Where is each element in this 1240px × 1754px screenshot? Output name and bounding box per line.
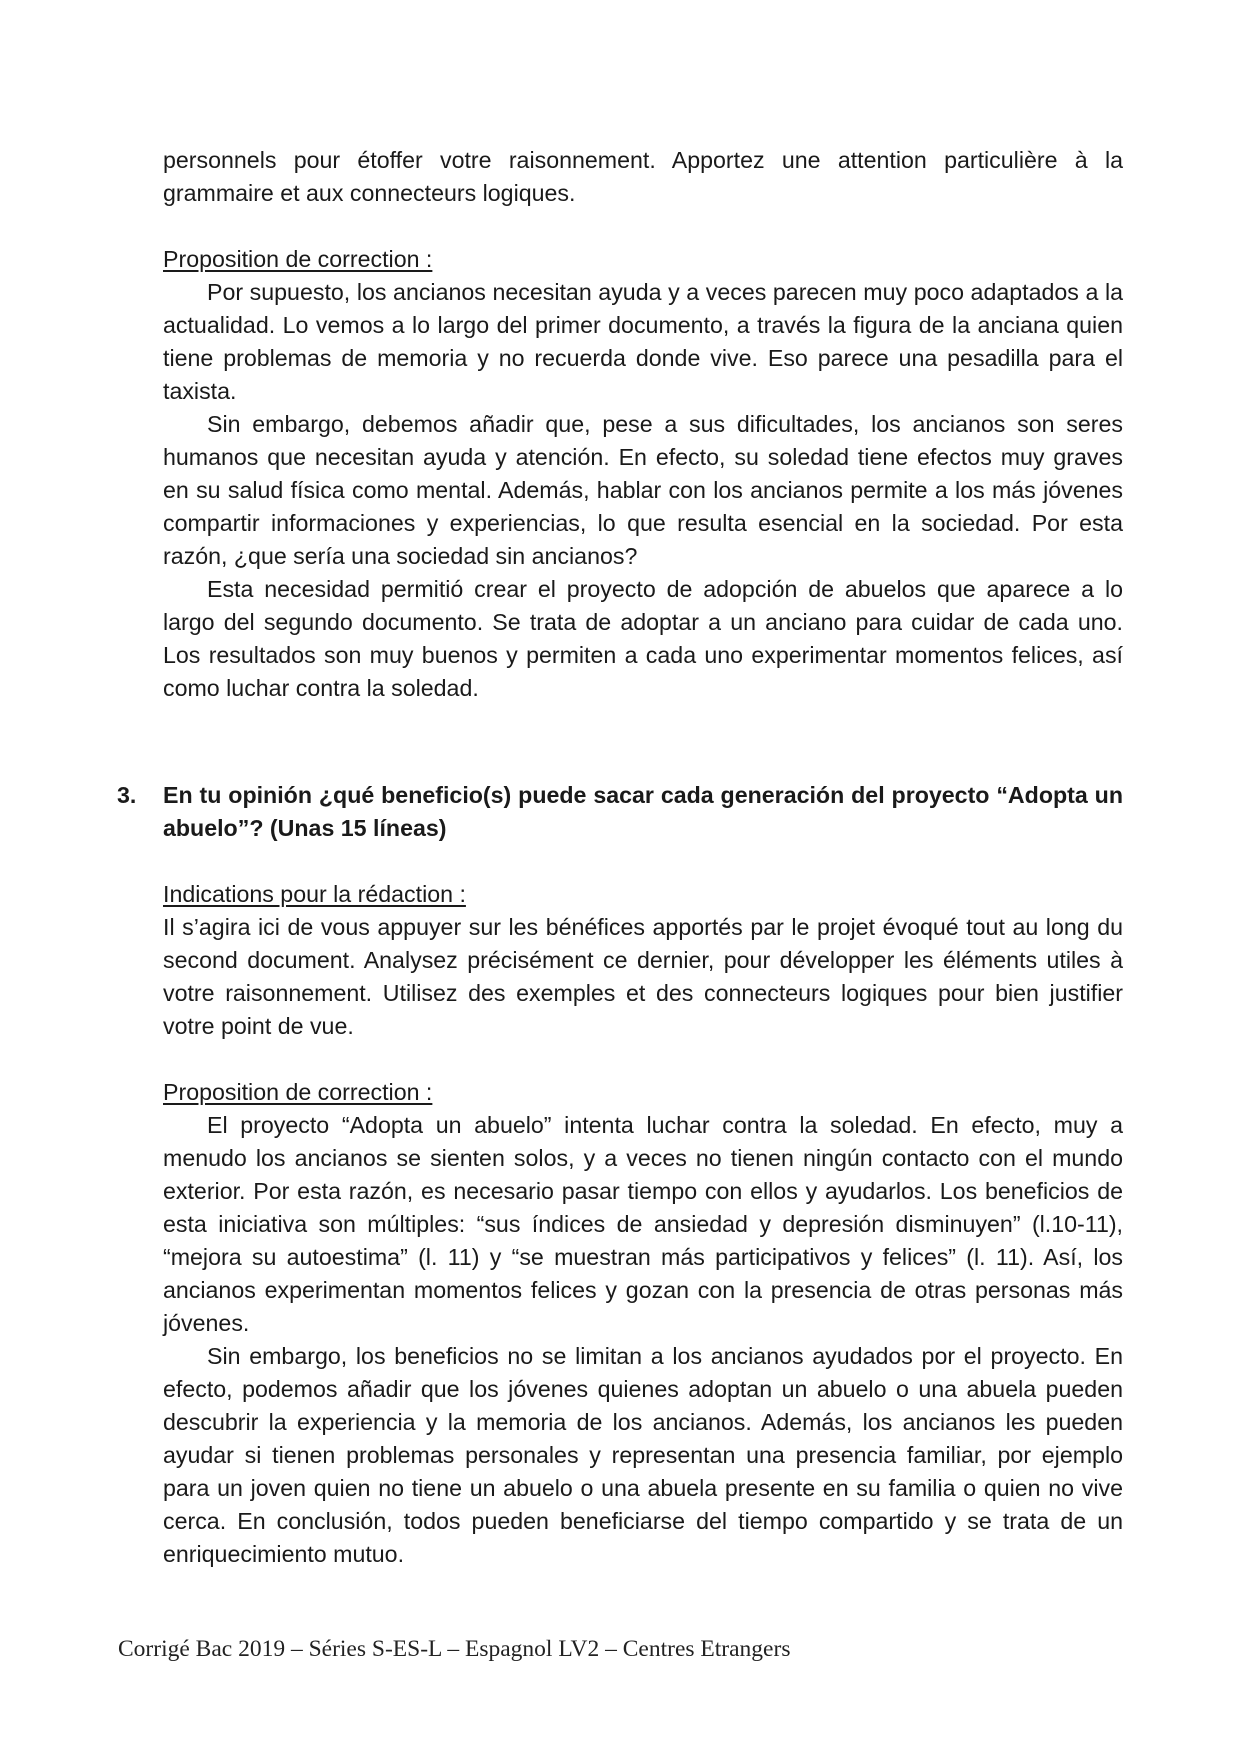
question-number: 3. xyxy=(117,782,137,808)
page-footer: Corrigé Bac 2019 – Séries S-ES-L – Espagnol LV2 – Centres Etrangers xyxy=(118,1636,791,1662)
section2-paragraph-1: El proyecto “Adopta un abuelo” intenta luchar contra la soledad. En efecto, muy a menudo los ancianos se sienten solos, y a veces no tienen ningún contacto con el mundo exterior. Por esta razón, es necesario pasar tiempo con ellos y ayudarlos. Los beneficios de esta iniciativa son múltiples: “sus índices de ansiedad y depresión disminuyen” (l.10-11), “mejora su autoestima” (l. 11) y “se muestran más participativos y felices” (l. 11). Así, los ancianos experimentan momentos felices y gozan con la presencia de otras personas más jóvenes. xyxy=(163,1112,1123,1336)
spacer xyxy=(163,845,1123,878)
question-text: En tu opinión ¿qué beneficio(s) puede sacar cada generación del proyecto “Adopta un abuelo”? (Unas 15 líneas) xyxy=(163,782,1123,841)
spacer xyxy=(163,705,1123,779)
question-3 xyxy=(117,779,1123,845)
section1-paragraph-1: Por supuesto, los ancianos necesitan ayuda y a veces parecen muy poco adaptados a la actualidad. Lo vemos a lo largo del primer documento, a través la figura de la anciana quien tiene problemas de memoria y no recuerda donde vive. Eso parece una pesadilla para el taxista. xyxy=(163,279,1123,404)
section1-heading: Proposition de correction : xyxy=(163,246,433,272)
intro-paragraph: personnels pour étoffer votre raisonnement. Apportez une attention particulière à la grammaire et aux connecteurs logiques. xyxy=(163,147,1123,206)
section1-paragraph-3: Esta necesidad permitió crear el proyecto de adopción de abuelos que aparece a lo largo del segundo documento. Se trata de adoptar a un anciano para cuidar de cada uno. Los resultados son muy buenos y permiten a cada uno experimentar momentos felices, así como luchar contra la soledad. xyxy=(163,576,1123,701)
section1-paragraph-2: Sin embargo, debemos añadir que, pese a sus dificultades, los ancianos son seres humanos que necesitan ayuda y atención. En efecto, su soledad tiene efectos muy graves en su salud física como mental. Además, hablar con los ancianos permite a los más jóvenes compartir informaciones y experiencias, lo que resulta esencial en la sociedad. Por esta razón, ¿que sería una sociedad sin ancianos? xyxy=(163,411,1123,569)
spacer xyxy=(163,210,1123,243)
spacer xyxy=(163,1043,1123,1076)
indications-heading: Indications pour la rédaction : xyxy=(163,881,466,907)
section2-paragraph-2: Sin embargo, los beneficios no se limitan a los ancianos ayudados por el proyecto. En efecto, podemos añadir que los jóvenes quienes adoptan un abuelo o una abuela pueden descubrir la experiencia y la memoria de los ancianos. Además, los ancianos les pueden ayudar si tienen problemas personales y representan una presencia familiar, por ejemplo para un joven quien no tiene un abuelo o una abuela presente en su familia o quien no vive cerca. En conclusión, todos pueden beneficiarse del tiempo compartido y se trata de un enriquecimiento mutuo. xyxy=(163,1343,1123,1567)
section2-heading: Proposition de correction : xyxy=(163,1079,433,1105)
indications-paragraph: Il s’agira ici de vous appuyer sur les bénéfices apportés par le projet évoqué tout au long du second document. Analysez précisément ce dernier, pour développer les éléments utiles à votre raisonnement. Utilisez des exemples et des connecteurs logiques pour bien justifier votre point de vue. xyxy=(163,914,1123,1039)
page-content xyxy=(117,144,1123,1571)
